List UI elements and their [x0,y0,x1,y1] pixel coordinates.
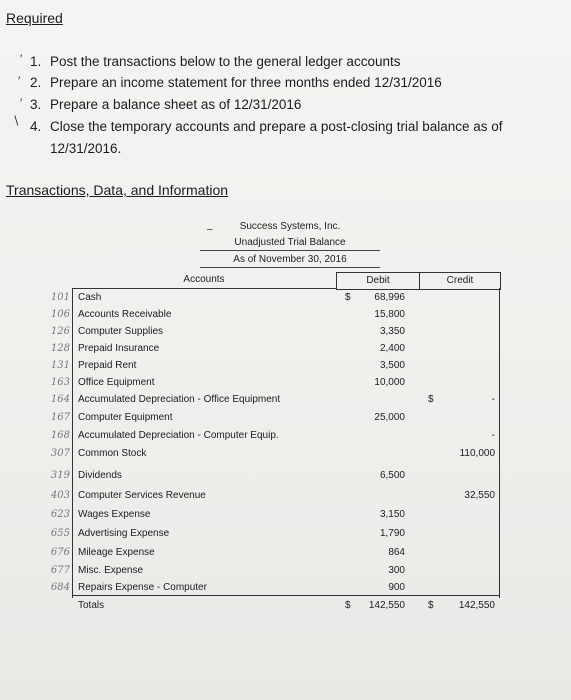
table-row: 163 Office Equipment 10,000 [50,377,405,388]
table-row: 403 Computer Services Revenue 32,550 [50,490,495,501]
requirement-item: 1. Post the transactions below to the general ledger accounts [30,54,401,69]
table-row: 106 Accounts Receivable 15,800 [50,309,405,320]
dash-mark-icon: – [207,224,213,235]
table-row: 677 Misc. Expense 300 [50,565,405,576]
check-mark-icon: ∖ [12,114,20,128]
debit-header: Debit [336,272,420,290]
check-mark-icon: ′ [20,52,23,66]
statement-title: Unadjusted Trial Balance [200,236,380,251]
table-row: 128 Prepaid Insurance 2,400 [50,343,405,354]
table-row: 167 Computer Equipment 25,000 [50,412,405,423]
requirement-item: 4. Close the temporary accounts and prepare a post-closing trial balance as of [30,119,503,134]
table-row: 101 Cash $ 68,996 [50,292,405,303]
table-row: 684 Repairs Expense - Computer 900 [50,582,405,593]
company-name: Success Systems, Inc. [239,221,341,232]
section-title: Transactions, Data, and Information [6,182,229,198]
table-row: 164 Accumulated Depreciation - Office Equipment $ - [50,394,495,405]
accounts-header: Accounts [72,272,336,289]
table-row: 168 Accumulated Depreciation - Computer Equip. - [50,430,495,441]
credit-header: Credit [419,272,501,290]
check-mark-icon: ′ [20,96,23,110]
required-heading: Required [6,10,63,26]
table-row: 131 Prepaid Rent 3,500 [50,360,405,371]
table-row: 126 Computer Supplies 3,350 [50,326,405,337]
totals-row: Totals $ 142,550 $ 142,550 [78,600,495,611]
check-mark-icon: ′ [18,74,21,88]
requirement-item: 2. Prepare an income statement for three months ended 12/31/2016 [30,75,442,90]
requirement-item: 3. Prepare a balance sheet as of 12/31/2016 [30,97,302,112]
table-row: 676 Mileage Expense 864 [50,547,405,558]
totals-separator [72,595,500,596]
table-row: 319 Dividends 6,500 [50,470,405,481]
table-row: 655 Advertising Expense 1,790 [50,528,405,539]
statement-date: As of November 30, 2016 [200,253,380,268]
requirement-continuation: 12/31/2016. [50,141,122,156]
table-row: 623 Wages Expense 3,150 [50,509,405,520]
table-row: 307 Common Stock 110,000 [50,448,495,459]
